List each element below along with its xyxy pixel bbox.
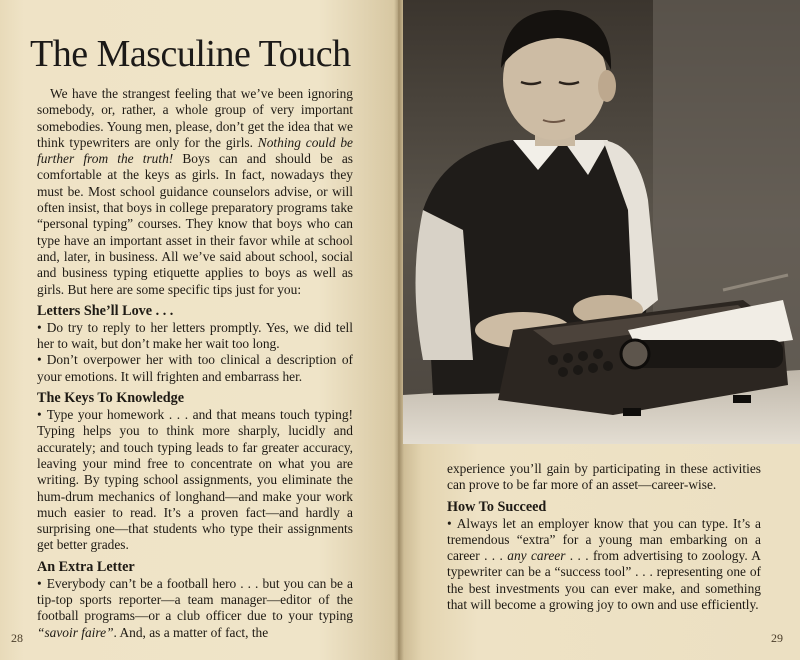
tip-reply-promptly: • Do try to reply to her letters promptly. Yes, we did tell her to wait, but don’t make her wait too long. (37, 319, 353, 352)
bullet-icon: • (37, 407, 42, 423)
page-number-left: 28 (11, 631, 23, 645)
right-text-column (447, 461, 761, 613)
section-heading-extra-letter: An Extra Letter (37, 558, 135, 575)
bullet-icon: • (37, 575, 42, 591)
tip-type-homework: • Type your homework . . . and that means touch typing! Typing helps you to think more sharply, lucidly and accurately; and touch typing leads to far greater accuracy, leaving your mind free to concentrate on what you are writing. By typing school assignments, you eliminate the hum-drum mechanics of longhand—and make your work much easier to read. It’s a proven fact—and hardly a surprising one—that students who type their assignments get better grades. (37, 407, 353, 553)
left-page (0, 0, 398, 660)
section-heading-keys: The Keys To Knowledge (37, 390, 185, 407)
page-title: The Masculine Touch (30, 33, 351, 75)
bullet-icon: • (447, 515, 452, 531)
section-heading-succeed: How To Succeed (447, 498, 547, 515)
bullet-icon: • (37, 352, 42, 368)
tip-let-employer-know: • Always let an employer know that you can type. It’s a tremendous “extra” for a young man embarking on a career . . . any career . . . from advertising to zoology. A typewriter can be a “success tool” . . . representing one of the best investments you can ever make, and something that will become a growing joy to own and use efficiently. (447, 515, 761, 613)
left-text-column (37, 86, 353, 641)
bullet-icon: • (37, 319, 42, 335)
tip-dont-overpower: • Don’t overpower her with too clinical a description of your emotions. It will frighten and embarrass her. (37, 352, 353, 384)
section-heading-letters: Letters She’ll Love . . . (37, 302, 174, 319)
page-number-right: 29 (771, 631, 783, 645)
tip-football-hero: • Everybody can’t be a football hero . . . but you can be a tip-top sports reporter—a team manager—editor of the football programs—or a club officer due to your typing “savoir faire”. And, as a matter of fact, the (37, 575, 353, 640)
continuation-paragraph: experience you’ll gain by participating in these activities can prove to be far more of an asset—career-wise. (447, 461, 761, 493)
photo-young-man-typing (403, 0, 800, 444)
photo-illustration (403, 0, 800, 444)
intro-paragraph: We have the strangest feeling that we’ve been ignoring somebody, or, rather, a whole group of very important somebodies. Young men, please, don’t get the idea that we think typewriters are only for the girls. Nothing could be further from the truth! Boys can and should be as comfortable at the keys as girls. In fact, nowadays they must be. Most school guidance counselors advise, or will often insist, that boys in college preparatory programs take “personal typing” courses. They know that boys who can type have an important asset in their favor while at school and, later, in business. All we’ve said about school, social and business typing etiquette applies to boys as well as girls. But here are some specific tips just for you: (37, 86, 353, 297)
